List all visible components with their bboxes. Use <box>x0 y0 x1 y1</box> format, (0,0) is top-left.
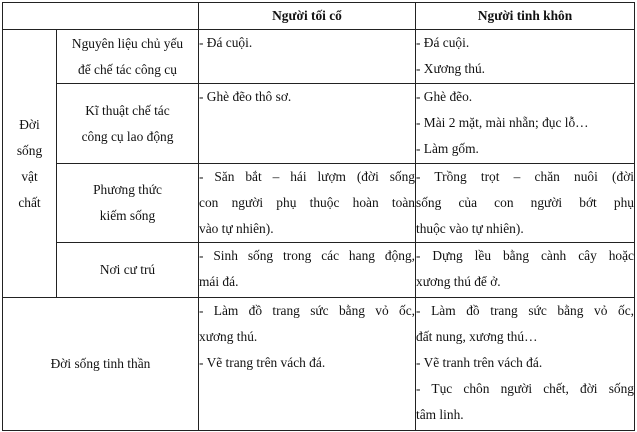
cell-modern-materials <box>416 30 635 84</box>
cell-line: - Đá cuội. <box>199 35 253 50</box>
cell-modern-techniques <box>416 84 635 164</box>
row-label-line: Nơi cư trú <box>99 262 156 277</box>
row-label-techniques <box>57 84 199 164</box>
cell-line: đất nung, xương thú… <box>416 329 538 344</box>
category-material-line: chất <box>18 194 41 210</box>
cell-line: - Vẽ tranh trên vách đá. <box>416 355 543 370</box>
header-empty-cell <box>3 3 199 30</box>
row-label-line: Phương thức <box>93 182 162 197</box>
row-label-line: công cụ lao động <box>81 128 174 144</box>
row-label-materials <box>57 30 199 84</box>
cell-line: sống của con người bớt phụ <box>416 195 634 210</box>
cell-modern-residence <box>416 243 635 298</box>
row-residence <box>3 243 635 298</box>
comparison-table <box>2 2 635 431</box>
cell-line: - Trồng trọt – chăn nuôi (đời <box>416 169 634 184</box>
row-label-line: Kĩ thuật chế tác <box>85 102 170 118</box>
row-techniques <box>3 84 635 164</box>
header-modern-man: Người tinh khôn <box>416 3 635 30</box>
cell-line: - Làm gốm. <box>416 141 479 156</box>
cell-line: xương thú để ở. <box>416 274 501 289</box>
cell-line: - Làm đồ trang sức bằng vỏ ốc, <box>416 303 634 318</box>
cell-line: vào tự nhiên). <box>199 221 274 236</box>
cell-line: con người phụ thuộc hoàn toàn <box>199 195 415 210</box>
row-label-line: để chế tác công cụ <box>78 61 177 77</box>
category-material-line: vật <box>21 168 38 184</box>
cell-line: - Dựng lều bằng cành cây hoặc <box>416 248 634 263</box>
cell-primitive-techniques <box>199 84 416 164</box>
category-spiritual-life: Đời sống tinh thần <box>3 298 199 431</box>
cell-line: - Xương thú. <box>416 61 486 76</box>
row-label-line: Nguyên liệu chủ yếu <box>71 35 184 51</box>
cell-line: - Sinh sống trong các hang động, <box>199 248 415 263</box>
category-material-line: Đời <box>19 116 40 132</box>
row-label-residence <box>57 243 199 298</box>
cell-line: - Ghè đẽo thô sơ. <box>199 89 292 104</box>
cell-primitive-materials <box>199 30 416 84</box>
cell-line: - Vẽ trang trên vách đá. <box>199 355 326 370</box>
cell-modern-spiritual <box>416 298 635 431</box>
cell-line: - Săn bắt – hái lượm (đời sống <box>199 169 415 184</box>
cell-line: - Làm đồ trang sức bằng vỏ ốc, <box>199 303 415 318</box>
cell-line: thuộc vào tự nhiên). <box>416 221 524 236</box>
category-material-line: sống <box>16 142 43 158</box>
cell-line: - Mài 2 mặt, mài nhẵn; đục lỗ… <box>416 115 589 130</box>
cell-modern-livelihood <box>416 164 635 243</box>
category-material-life <box>3 30 57 298</box>
row-label-line: kiếm sống <box>99 208 156 223</box>
cell-primitive-spiritual <box>199 298 416 431</box>
cell-line: - Tục chôn người chết, đời sống <box>416 381 634 396</box>
cell-line: - Ghè đẽo. <box>416 89 473 104</box>
row-spiritual-life <box>3 298 635 431</box>
row-materials <box>3 30 635 84</box>
cell-line: mái đá. <box>199 274 239 289</box>
row-livelihood <box>3 164 635 243</box>
cell-line: tâm linh. <box>416 407 464 422</box>
row-label-livelihood <box>57 164 199 243</box>
header-row <box>3 3 635 30</box>
cell-line: - Đá cuội. <box>416 35 470 50</box>
cell-primitive-residence <box>199 243 416 298</box>
cell-line: xương thú. <box>199 329 258 344</box>
cell-primitive-livelihood <box>199 164 416 243</box>
header-primitive-man: Người tối cổ <box>199 3 416 30</box>
